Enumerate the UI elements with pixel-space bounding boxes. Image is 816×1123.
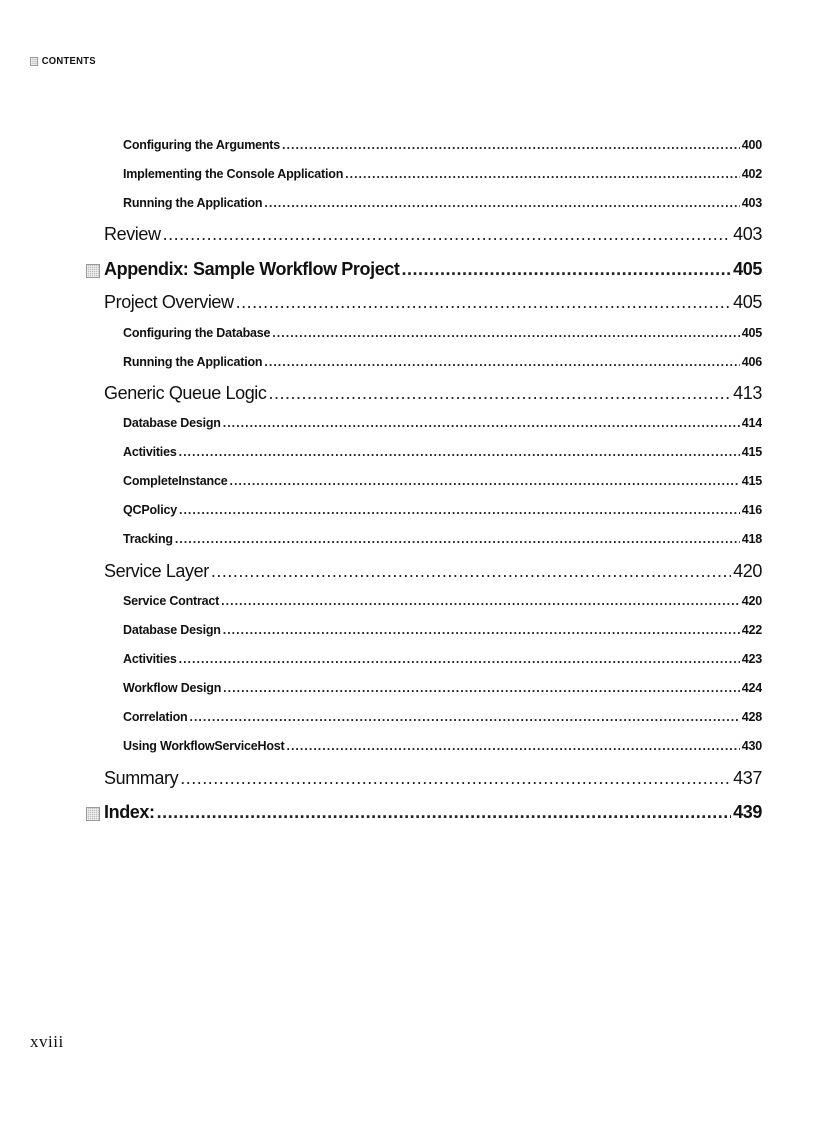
toc-entry-page: 415 — [741, 445, 762, 459]
toc-entry[interactable] — [104, 802, 762, 823]
square-bullet-icon — [86, 264, 100, 278]
toc-entry[interactable] — [104, 561, 762, 582]
dot-leader — [282, 138, 740, 152]
toc-entry-title: CompleteInstance — [123, 474, 228, 488]
toc-entry[interactable] — [123, 532, 762, 546]
toc-entry-page: 430 — [741, 739, 762, 753]
toc-entry-title: Configuring the Database — [123, 326, 271, 340]
square-bullet-icon — [30, 57, 38, 66]
toc-entry-page: 420 — [733, 561, 762, 581]
toc-entry-page: 405 — [733, 259, 762, 279]
toc-entry-page: 428 — [741, 710, 762, 724]
dot-leader — [189, 710, 739, 724]
dot-leader — [229, 474, 739, 488]
toc-entry[interactable] — [123, 739, 762, 753]
toc-entry[interactable] — [123, 474, 762, 488]
toc-entry[interactable] — [123, 416, 762, 430]
dot-leader — [179, 445, 740, 459]
dot-leader — [286, 739, 739, 753]
toc-entry[interactable] — [123, 167, 762, 181]
toc-entry[interactable] — [123, 710, 762, 724]
toc-entry-title: Appendix: Sample Workflow Project — [104, 259, 400, 279]
toc-entry-title: Running the Application — [123, 196, 263, 210]
toc-entry[interactable] — [104, 383, 762, 404]
toc-entry-page: 405 — [741, 326, 762, 340]
running-head-text: CONTENTS — [41, 55, 96, 67]
toc-entry-page: 437 — [733, 768, 762, 788]
running-head — [30, 55, 96, 67]
toc-entry-title: Activities — [123, 445, 177, 459]
toc-entry-page: 418 — [741, 532, 762, 546]
dot-leader — [211, 561, 731, 582]
page-number: xviii — [30, 1032, 64, 1051]
dot-leader — [179, 503, 740, 517]
dot-leader — [157, 802, 732, 823]
toc-entry-title: Configuring the Arguments — [123, 138, 281, 152]
toc-entry[interactable] — [123, 594, 762, 608]
toc-entry-title: Summary — [104, 768, 179, 788]
toc-entry[interactable] — [123, 503, 762, 517]
dot-leader — [269, 383, 732, 404]
toc-entry-page: 413 — [733, 383, 762, 403]
toc-entry-page: 406 — [741, 355, 762, 369]
toc-entry[interactable] — [104, 224, 762, 245]
toc-entry-page: 414 — [741, 416, 762, 430]
toc-entry-page: 420 — [741, 594, 762, 608]
toc-entry-page: 403 — [741, 196, 762, 210]
dot-leader — [180, 768, 731, 789]
toc-entry[interactable] — [104, 768, 762, 789]
toc-entry-title: Project Overview — [104, 292, 234, 312]
toc-entry-page: 400 — [741, 138, 762, 152]
dot-leader — [272, 326, 739, 340]
toc-entry-title: Service Contract — [123, 594, 220, 608]
toc-entry-title: Using WorkflowServiceHost — [123, 739, 285, 753]
dot-leader — [264, 196, 739, 210]
toc-entry-title: Database Design — [123, 416, 221, 430]
dot-leader — [264, 355, 739, 369]
toc-entry-page: 424 — [741, 681, 762, 695]
toc-entry-page: 422 — [741, 623, 762, 637]
toc-entry-page: 415 — [741, 474, 762, 488]
dot-leader — [179, 652, 740, 666]
toc-entry-title: Index: — [104, 802, 155, 822]
toc-entry-title: Generic Queue Logic — [104, 383, 267, 403]
dot-leader — [223, 416, 740, 430]
dot-leader — [236, 292, 732, 313]
toc-entry-title: Running the Application — [123, 355, 263, 369]
toc-entry-page: 405 — [733, 292, 762, 312]
toc-entry-title: Database Design — [123, 623, 221, 637]
toc-entry[interactable] — [123, 445, 762, 459]
toc-entry-page: 402 — [741, 167, 762, 181]
toc-entry[interactable] — [104, 292, 762, 313]
toc-entry-page: 423 — [741, 652, 762, 666]
dot-leader — [221, 594, 740, 608]
dot-leader — [163, 224, 732, 245]
toc-entry-title: Correlation — [123, 710, 188, 724]
toc-entry-title: Activities — [123, 652, 177, 666]
dot-leader — [402, 259, 732, 280]
toc-entry[interactable] — [123, 326, 762, 340]
toc-entry[interactable] — [123, 138, 762, 152]
toc-entry-page: 416 — [741, 503, 762, 517]
toc-entry[interactable] — [123, 355, 762, 369]
toc-entry-title: QCPolicy — [123, 503, 177, 517]
toc-entry-title: Implementing the Console Application — [123, 167, 344, 181]
toc-entry-page: 439 — [733, 802, 762, 822]
toc-entry[interactable] — [123, 681, 762, 695]
dot-leader — [175, 532, 740, 546]
toc-entry-title: Review — [104, 224, 161, 244]
square-bullet-icon — [86, 807, 100, 821]
toc-entry[interactable] — [104, 259, 762, 280]
toc-entry-page: 403 — [733, 224, 762, 244]
toc-entry[interactable] — [123, 196, 762, 210]
toc-entry[interactable] — [123, 652, 762, 666]
dot-leader — [223, 623, 740, 637]
toc-entry-title: Tracking — [123, 532, 173, 546]
dot-leader — [223, 681, 740, 695]
toc-entry[interactable] — [123, 623, 762, 637]
dot-leader — [345, 167, 740, 181]
toc-entry-title: Service Layer — [104, 561, 209, 581]
toc-entry-title: Workflow Design — [123, 681, 222, 695]
